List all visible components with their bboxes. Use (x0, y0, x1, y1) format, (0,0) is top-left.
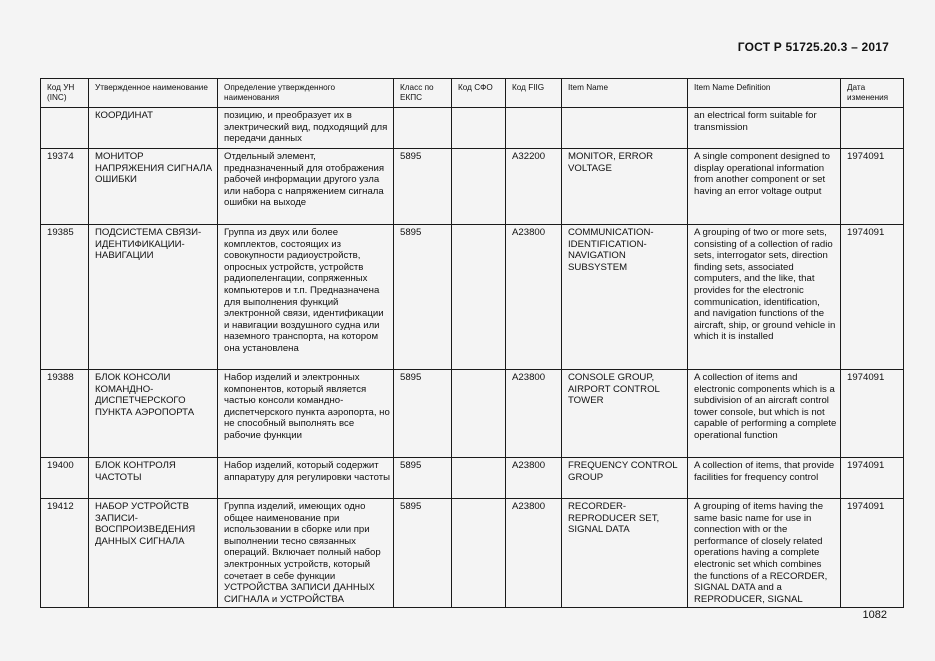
header-item-def: Item Name Definition (688, 79, 841, 108)
cell-class: 5895 (394, 149, 452, 225)
cell-item-name: MONITOR, ERROR VOLTAGE (562, 149, 688, 225)
table-row (41, 108, 904, 149)
cell-inc: 19385 (41, 225, 89, 370)
cell-sfo (452, 499, 506, 608)
cell-item-name: RECORDER-REPRODUCER SET, SIGNAL DATA (562, 499, 688, 608)
cell-def-ru: позицию, и преобразует их в электрический вид, подходящий для передачи данных (218, 108, 394, 149)
cell-def-ru: Набор изделий, который содержит аппаратуру для регулировки частоты (218, 458, 394, 499)
cell-fiig: A23800 (506, 499, 562, 608)
cell-item-def: A single component designed to display operational information from another component or set having an error voltage output (688, 149, 841, 225)
cell-item-def: A grouping of two or more sets, consisting of a collection of radio sets, interrogator sets, direction finding sets, associated computers, and the like, that provides for the electronic communication, identification, and navigation functions of the aircraft, ship, or ground vehicle in which it is installed (688, 225, 841, 370)
table-row (41, 225, 904, 370)
classifier-table (40, 78, 904, 608)
cell-sfo (452, 149, 506, 225)
table-row (41, 370, 904, 458)
header-def-ru: Определение утвержденного наименования (218, 79, 394, 108)
cell-inc (41, 108, 89, 149)
cell-fiig: A23800 (506, 225, 562, 370)
header-date: Дата изменения (841, 79, 904, 108)
cell-fiig (506, 108, 562, 149)
cell-sfo (452, 370, 506, 458)
cell-item-def: an electrical form suitable for transmission (688, 108, 841, 149)
cell-item-def: A collection of items and electronic components which is a subdivision of an aircraft control tower console, but which is not capable of performing a complete operational function (688, 370, 841, 458)
header-name-ru: Утвержденное наименование (89, 79, 218, 108)
header-item-name: Item Name (562, 79, 688, 108)
cell-inc: 19400 (41, 458, 89, 499)
cell-class: 5895 (394, 458, 452, 499)
header-fiig: Код FIIG (506, 79, 562, 108)
cell-date: 1974091 (841, 458, 904, 499)
cell-inc: 19374 (41, 149, 89, 225)
table-row (41, 458, 904, 499)
cell-item-def: A grouping of items having the same basic name for use in connection with or the performance of closely related operations having a complete electronic set which combines the functions of a RECORDER, SIGNAL DATA and a REPRODUCER, SIGNAL (688, 499, 841, 608)
cell-item-name: FREQUENCY CONTROL GROUP (562, 458, 688, 499)
cell-class: 5895 (394, 370, 452, 458)
cell-sfo (452, 458, 506, 499)
cell-name-ru: НАБОР УСТРОЙСТВ ЗАПИСИ-ВОСПРОИЗВЕДЕНИЯ ДАННЫХ СИГНАЛА (89, 499, 218, 608)
cell-date: 1974091 (841, 499, 904, 608)
header-sfo: Код СФО (452, 79, 506, 108)
cell-fiig: A23800 (506, 458, 562, 499)
cell-def-ru: Отдельный элемент, предназначенный для отображения рабочей информации другого узла или набора с напряжением сигнала ошибки на выходе (218, 149, 394, 225)
cell-fiig: A32200 (506, 149, 562, 225)
cell-name-ru: БЛОК КОНТРОЛЯ ЧАСТОТЫ (89, 458, 218, 499)
cell-date: 1974091 (841, 370, 904, 458)
cell-class: 5895 (394, 499, 452, 608)
table-header-row (41, 79, 904, 108)
cell-def-ru: Набор изделий и электронных компонентов, который является частью консоли командно-диспетчерского пункта аэропорта, но не способный выполнять все рабочие функции (218, 370, 394, 458)
cell-date: 1974091 (841, 149, 904, 225)
page-number: 1082 (862, 609, 887, 621)
cell-item-name: CONSOLE GROUP, AIRPORT CONTROL TOWER (562, 370, 688, 458)
cell-name-ru: МОНИТОР НАПРЯЖЕНИЯ СИГНАЛА ОШИБКИ (89, 149, 218, 225)
table-row (41, 499, 904, 608)
cell-item-def: A collection of items, that provide facilities for frequency control (688, 458, 841, 499)
cell-date (841, 108, 904, 149)
table-row (41, 149, 904, 225)
header-class: Класс по ЕКПС (394, 79, 452, 108)
cell-item-name (562, 108, 688, 149)
header-inc: Код УН (INC) (41, 79, 89, 108)
cell-def-ru: Группа изделий, имеющих одно общее наименование при использовании в сборке или при выполнении тесно связанных операций. Включает полный набор электронных устройств, который сочетает в себе функции УСТРОЙСТВА ЗАПИСИ ДАННЫХ СИГНАЛА и УСТРОЙСТВА (218, 499, 394, 608)
cell-inc: 19388 (41, 370, 89, 458)
cell-def-ru: Группа из двух или более комплектов, состоящих из совокупности радиоустройств, опросных устройств, устройств радиопеленгации, сопряженных компьютеров и т.п. Предназначена для выполнения функций электронной связи, идентификации и навигации воздушного судна или наземного транспорта, на котором она установлена (218, 225, 394, 370)
cell-inc: 19412 (41, 499, 89, 608)
cell-class (394, 108, 452, 149)
cell-date: 1974091 (841, 225, 904, 370)
cell-fiig: A23800 (506, 370, 562, 458)
cell-sfo (452, 108, 506, 149)
cell-name-ru: КООРДИНАТ (89, 108, 218, 149)
cell-sfo (452, 225, 506, 370)
cell-name-ru: ПОДСИСТЕМА СВЯЗИ-ИДЕНТИФИКАЦИИ-НАВИГАЦИИ (89, 225, 218, 370)
cell-class: 5895 (394, 225, 452, 370)
cell-item-name: COMMUNICATION-IDENTIFICATION-NAVIGATION SUBSYSTEM (562, 225, 688, 370)
cell-name-ru: БЛОК КОНСОЛИ КОМАНДНО-ДИСПЕТЧЕРСКОГО ПУНКТА АЭРОПОРТА (89, 370, 218, 458)
document-code: ГОСТ Р 51725.20.3 – 2017 (737, 40, 889, 54)
